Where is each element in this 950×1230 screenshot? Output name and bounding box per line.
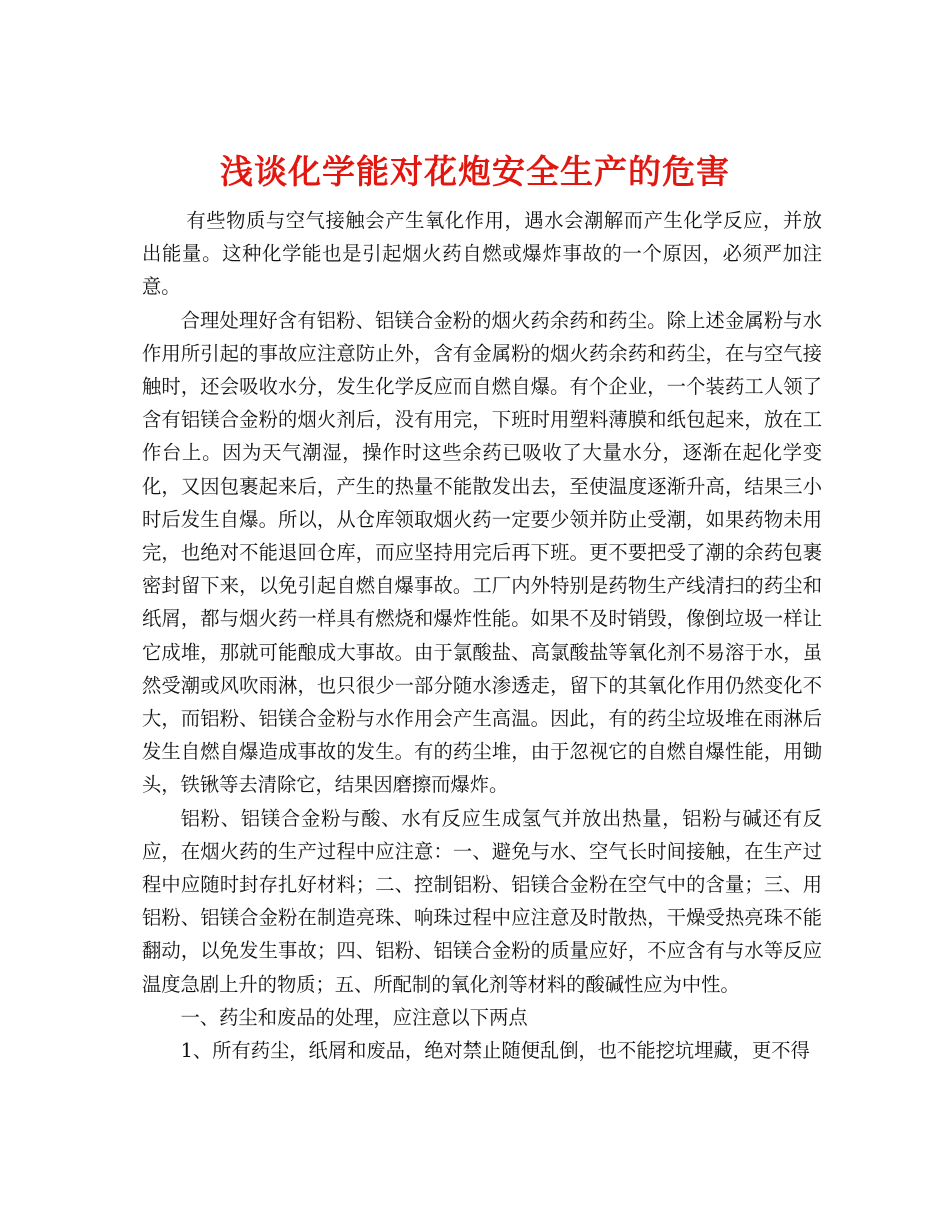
document-title: 浅谈化学能对花炮安全生产的危害 xyxy=(220,152,730,192)
paragraph-item-1: 1、所有药尘，纸屑和废品，绝对禁止随便乱倒，也不能挖坑埋藏，更不得 xyxy=(180,1039,810,1063)
paragraph-handling-residue: 合理处理好含有铝粉、铝镁合金粉的烟火药余药和药尘。除上述金属粉与水作用所引起的事故应注意防止外，含有金属粉的烟火药余药和药尘，在与空气接触时，还会吸收水分，发生化学反应而自燃自爆。有个企业，一个装药工人领了含有铝镁合金粉的烟火剂后，没有用完，下班时用塑料薄膜和纸包起来，放在工作台上。因为天气潮湿，操作时这些余药已吸收了大量水分，逐渐在起化学变化，又因包裹起来后，产生的热量不能散发出去，至使温度逐渐升高，结果三小时后发生自爆。所以，从仓库领取烟火药一定要少领并防止受潮，如果药物未用完，也绝对不能退回仓库，而应坚持用完后再下班。更不要把受了潮的余药包裹密封留下来，以免引起自燃自爆事故。工厂内外特别是药物生产线清扫的药尘和纸屑，都与烟火药一样具有燃烧和爆炸性能。如果不及时销毁，像倒垃圾一样让它成堆，那就可能酿成大事故。由于氯酸盐、高氯酸盐等氧化剂不易溶于水，虽然受潮或风吹雨淋，也只很少一部分随水渗透走，留下的其氧化作用仍然变化不大，而铝粉、铝镁合金粉与水作用会产生高温。因此，有的药尘垃圾堆在雨淋后发生自燃自爆造成事故的发生。有的药尘堆，由于忽视它的自燃自爆性能，用锄头，铁锹等去清除它，结果因磨擦而爆炸。 xyxy=(142,308,822,797)
paragraph-precautions: 铝粉、铝镁合金粉与酸、水有反应生成氢气并放出热量，铝粉与碱还有反应，在烟火药的生产过程中应注意：一、避免与水、空气长时间接触，在生产过程中应随时封存扎好材料；二、控制铝粉、铝镁合金粉在空气中的含量；三、用铝粉、铝镁合金粉在制造亮珠、响珠过程中应注意及时散热，干燥受热亮珠不能翻动，以免发生事故；四、铝粉、铝镁合金粉的质量应好，不应含有与水等反应温度急剧上升的物质；五、所配制的氧化剂等材料的酸碱性应为中性。 xyxy=(142,806,822,996)
document-body xyxy=(142,204,822,1067)
paragraph-intro: 有些物质与空气接触会产生氧化作用，遇水会潮解而产生化学反应，并放出能量。这种化学能也是引起烟火药自燃或爆炸事故的一个原因，必须严加注意。 xyxy=(142,209,822,299)
paragraph-section-heading: 一、药尘和废品的处理，应注意以下两点 xyxy=(180,1005,528,1029)
